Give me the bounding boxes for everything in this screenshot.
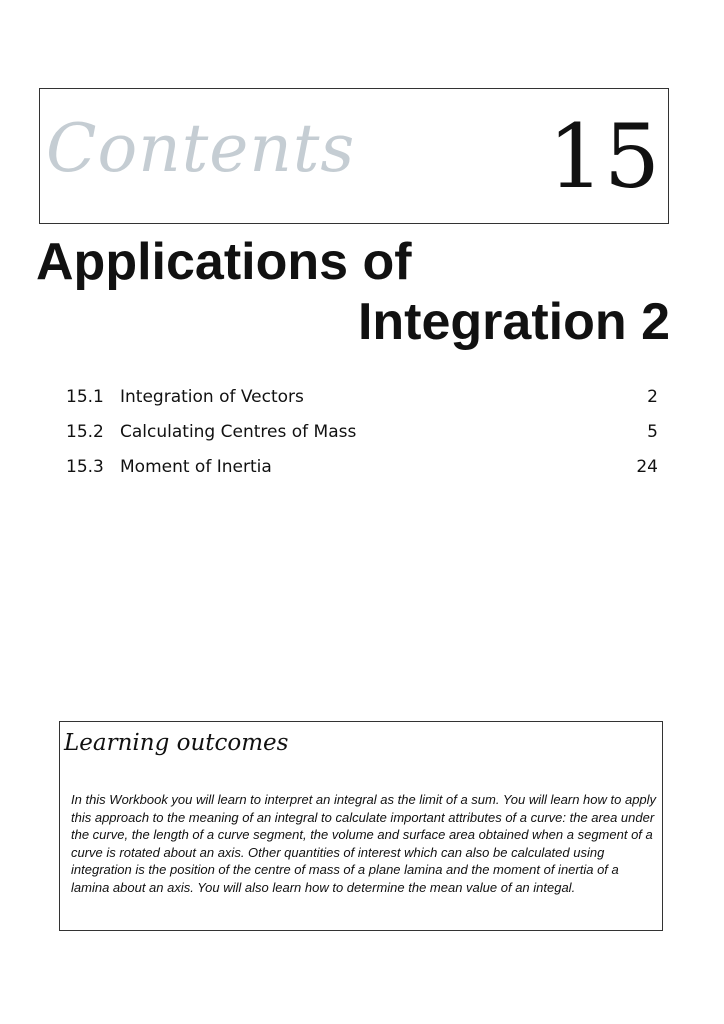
toc-item-page: 24 [636,457,658,477]
contents-header-box [39,88,669,224]
page-title-line-2: Integration 2 [357,293,670,351]
toc-item-page: 2 [647,387,658,407]
contents-label: Contents [46,110,356,187]
toc-item-title: Integration of Vectors [120,387,304,407]
toc-item-15-3[interactable] [66,454,658,489]
toc-item-number: 15.3 [66,457,104,477]
learning-outcomes-heading: Learning outcomes [64,730,289,756]
learning-outcomes-text: In this Workbook you will learn to interpret an integral as the limit of a sum. You will learn how to apply this approach to the meaning of an integral to calculate important attributes of a curve: the area under the curve, the length of a curve segment, the volume and surface area obtained when a segment of a curve is rotated about an axis. Other quantities of interest which can also be calculated using integration is the position of the centre of mass of a plane lamina and the moment of inertia of a lamina about an axis. You will also learn how to determine the mean value of an integal. [71,792,657,895]
toc-item-title: Calculating Centres of Mass [120,422,357,442]
toc-item-number: 15.2 [66,422,104,442]
page-title-line-1: Applications of [36,233,412,291]
toc-item-title: Moment of Inertia [120,457,272,477]
chapter-number: 15 [548,105,660,208]
toc-item-15-2[interactable] [66,419,658,454]
table-of-contents [66,384,658,489]
toc-item-15-1[interactable] [66,384,658,419]
toc-item-number: 15.1 [66,387,104,407]
toc-item-page: 5 [647,422,658,442]
learning-outcomes-box [59,721,663,931]
